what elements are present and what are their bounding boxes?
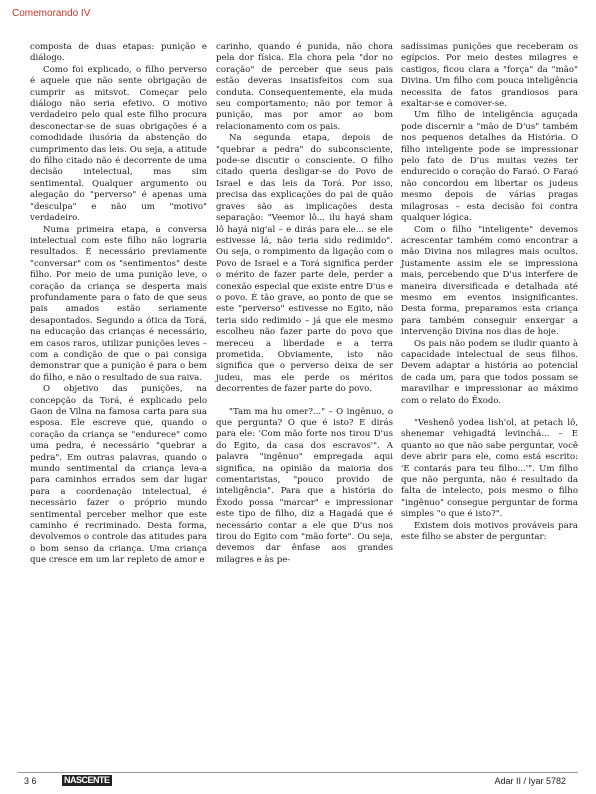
page-number: 3 6 — [24, 776, 37, 786]
paragraph: composta de duas etapas: punição e diálogo. — [30, 42, 207, 64]
paragraph: sadíssimas punições que receberam os egípcios. Por meio destes milagres e castigos, ficou clara a "força" da "mão" Divina. Um filho com pouca inteligência necessita de fatos grandiosos para exaltar-se e comover-se. — [401, 42, 578, 110]
paragraph: Numa primeira etapa, a conversa intelectual com este filho não lograria resultados. É necessário previamente "conversar" com os "sentimentos" deste filho. Por meio de uma punição leve, o coração da criança se desperta mais profundamente para o fato de que seus pais amados estão seriamente desapontados. Segundo a ótica da Torá, na educação das crianças é necessário, em casos raros, utilizar punições leves – com a condição de que o pai consiga demonstrar que a punição é para o bem do filho, e não o resultado de sua raiva. — [30, 224, 207, 383]
section-header: Comemorando IV — [12, 8, 91, 19]
paragraph: Os pais não podem se iludir quanto à capacidade intelectual de seus filhos. Devem adaptar a história ao potencial de cada um, para que todos possam se maravilhar e impressionar ao máximo com o relato do Êxodo. — [401, 338, 578, 406]
paragraph: Um filho de inteligência aguçada pode discernir a "mão de D'us" também nos pequenos detalhes da História. O filho inteligente pode se impressionar pelo fato de D'us muitas vezes ter endurecido o coração do Faraó. O Faraó não concordou em libertar os judeus mesmo depois de várias pragas milagrosas – esta decisão foi contra qualquer lógica. — [401, 110, 578, 224]
paragraph: "Veshenô yodea lish'ol, at petach lô, shenemar vehigadtá levinchá... – E quanto ao que não sabe perguntar, você deve abrir para ele, como está escrito: 'E contarás para teu filho...'". Um filho que não pergunta, não é resultado da falta de intelecto, pois mesmo o filho "ingênuo" consegue perguntar de forma simples "o que é isto?". — [401, 418, 578, 520]
paragraph: "Tam ma hu omer?..." – O ingênuo, o que pergunta? O que é isto? E dirás para ele: 'Com mão forte nos tirou D'us do Egito, da casa dos escravos'". A palavra "ingênuo" empregada aqui significa, na opinião da maioria dos comentaristas, "pouco provido de inteligência". Para que a história do Êxodo possa "marcar" e impressionar este tipo de filho, diz a Hagadá que é necessário contar a ele que D'us nos tirou do Egito com "mão forte". Ou seja, devemos dar ênfase aos grandes milagres e às pe- — [216, 406, 393, 565]
footer-divider — [18, 772, 578, 773]
text-column-2 — [216, 42, 393, 566]
text-column-3 — [401, 42, 578, 543]
issue-date: Adar II / Iyar 5782 — [494, 776, 566, 786]
paragraph: Com o filho "inteligente" devemos acrescentar também como encontrar a mão Divina nos milagres mais ocultos. Justamente assim ele se impressiona mais, percebendo que D'us interfere de maneira diversificada e detalhada até mesmo em eventos insignificantes. Desta forma, preparamos esta criança para também conseguir enxergar a intervenção Divina nos dias de hoje. — [401, 224, 578, 338]
paragraph: Existem dois motivos prováveis para este filho se abster de perguntar: — [401, 520, 578, 543]
paragraph: Na segunda etapa, depois de "quebrar a pedra" do subconsciente, pode-se discutir o consciente. O filho citado queria desligar-se do Povo de Israel e das leis da Torá. Por isso, precisa das explicações do pai de quão graves são as implicações desta separação: "Veemor lô... ilu hayá sham lô hayá nig'al – e dirás para ele... se ele estivesse lá, não teria sido redimido". Ou seja, o rompimento da ligação com o Povo de Israel e a Torá significa perder o mérito de fazer parte dele, perder a conexão especial que existe entre D'us e o povo. É tão grave, ao ponto de que se este "perverso" estivesse no Egito, não teria sido redimido – já que ele mesmo escolheu não fazer parte do povo que mereceu a liberdade e a terra prometida. Obviamente, isto não significa que o perverso deixa de ser judeu, mas ele perde os méritos decorrentes de fazer parte do povo. — [216, 133, 393, 395]
paragraph: carinho, quando é punida, não chora pela dor física. Ela chora pela "dor no coração" de perceber que seus pais estão deveras insatisfeitos com sua conduta. Consequentemente, ela muda seu comportamento; não por temor à punição, mas por amor ao bom relacionamento com os pais. — [216, 42, 393, 132]
paragraph: Como foi explicado, o filho perverso é aquele que não sente obrigação de cumprir as mitsvot. Começar pelo diálogo não seria efetivo. O motivo verdadeiro pelo qual este filho procura desconectar-se de suas obrigações é a comodidade ilusória da abstenção do cumprimento das leis. Ou seja, a atitude do filho citado não é decorrente de uma decisão intelectual, mas sim sentimental. Qualquer argumento ou alegação do "perverso" é apenas uma "desculpa" e não um "motivo" verdadeiro. — [30, 64, 207, 224]
text-column-1 — [30, 42, 207, 567]
magazine-logo: NASCENTE — [64, 775, 110, 785]
paragraph: O objetivo das punições, na concepção da Torá, é explicado pelo Gaon de Vilna na famosa carta para sua esposa. Ele escreve que, quando o coração da criança se "endurece" como uma pedra, é necessário "quebrar a pedra". Em outras palavras, quando o mundo sentimental da criança leva-a para caminhos errados sem dar lugar para a coordenação intelectual, é necessário fazer o próprio mundo sentimental perceber melhor que este caminho é recriminado. Desta forma, devolvemos o controle das atitudes para o bom senso da criança. Uma criança que cresce em um lar repleto de amor e — [30, 384, 207, 566]
